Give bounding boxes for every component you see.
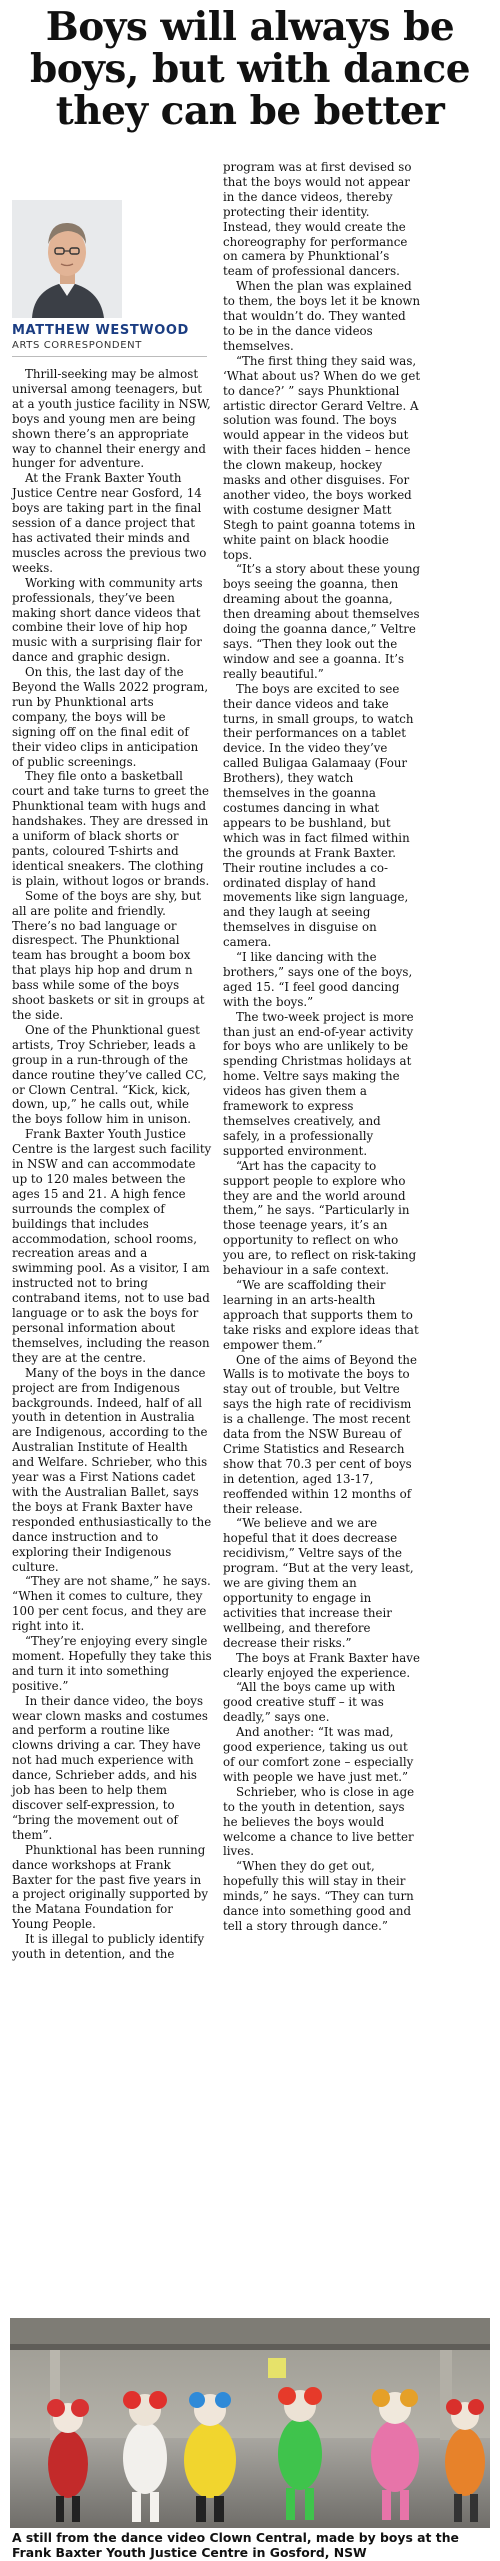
paragraph: When the plan was explained to them, the boys let it be known that wouldn’t do. They wanted to be in the dance videos themselves.: [223, 279, 421, 353]
paragraph: Schrieber, who is close in age to the youth in detention, says he believes the boys would welcome a chance to live better lives.: [223, 1784, 415, 1859]
paragraph: program was at first devised so that the boys would not appear in the dance videos, thereby protecting their identity. Instead, they would create the choreography for performance on camera by Phunktional’s team of professional dancers.: [223, 160, 412, 279]
clown-dancers-image: [10, 2318, 490, 2528]
article-photo: [10, 2318, 490, 2528]
author-portrait-image: [12, 200, 122, 318]
paragraph: “We believe and we are hopeful that it does decrease recidivism,” Veltre says of the program. “But at the very least, we are giving them an opportunity to engage in activities that increase their wellbeing, and therefore decrease their risks.”: [223, 1516, 414, 1650]
author-photo: [12, 200, 122, 318]
paragraph: “They are not shame,” he says. “When it comes to culture, they 100 per cent focus, and they are right into it.: [12, 1574, 211, 1634]
article-column-2: [223, 160, 421, 1934]
paragraph: “The first thing they said was, ‘What about us? When do we get to dance?’ ” says Phunktional artistic director Gerard Veltre. A solution was found. The boys would appear in the videos but with their faces hidden – hence the clown makeup, hockey masks and other disguises. For another video, the boys worked with costume designer Matt Stegh to paint goanna totems in white paint on black hoodie tops.: [223, 353, 421, 562]
paragraph: In their dance video, the boys wear clown masks and costumes and perform a routine like clowns driving a car. They have not had much experience with dance, Schrieber adds, and his job has been to help them discover self-expression, to “bring the movement out of them”.: [12, 1693, 208, 1842]
paragraph: One of the aims of Beyond the Walls is to motivate the boys to stay out of trouble, but Veltre says the high rate of recidivism is a challenge. The most recent data from the NSW Bureau of Crime Statistics and Research show that 70.3 per cent of boys in detention, aged 13-17, reoffended within 12 months of their release.: [223, 1352, 417, 1516]
paragraph: The two-week project is more than just an end-of-year activity for boys who are unlikely to be spending Christmas holidays at home. Veltre says making the videos has given them a framework to express themselves creatively, and safely, in a professionally supported environment.: [223, 1009, 414, 1158]
paragraph: Thrill-seeking may be almost universal among teenagers, but at a youth justice facility in NSW, boys and young men are being shown there’s an appropriate way to channel their energy and hunger for adventure.: [12, 367, 211, 471]
paragraph: “We are scaffolding their learning in an arts-health approach that supports them to take risks and explore ideas that empower them.”: [223, 1277, 419, 1352]
paragraph: Frank Baxter Youth Justice Centre is the largest such facility in NSW and can accommodate up to 120 males between the ages 15 and 21. A high fence surrounds the complex of buildings that includes accommodation, school rooms, recreation areas and a swimming pool. As a visitor, I am instructed not to bring contraband items, not to use bad language or to ask the boys for personal information about themselves, including the reason they are at the centre.: [12, 1127, 212, 1365]
paragraph: “It’s a story about these young boys seeing the goanna, then dreaming about the goanna, then dreaming about themselves doing the goanna dance,” Veltre says. “Then they look out the window and see a goanna. It’s really beautiful.”: [223, 562, 421, 681]
paragraph: “They’re enjoying every single moment. Hopefully they take this and turn it into something positive.”: [12, 1634, 212, 1693]
paragraph: One of the Phunktional guest artists, Troy Schrieber, leads a group in a run-through of the dance routine they’ve called CC, or Clown Central. “Kick, kick, down, up,” he calls out, while the boys follow him in unison.: [12, 1022, 207, 1127]
paragraph: It is illegal to publicly identify youth in detention, and the: [12, 1932, 205, 1962]
paragraph: Some of the boys are shy, but all are polite and friendly. There’s no bad language or disrespect. The Phunktional team has brought a boom box that plays hip hop and drum n bass while some of the boys shoot baskets or sit in groups at the side.: [12, 888, 205, 1022]
author-name: MATTHEW WESTWOOD: [12, 323, 189, 338]
paragraph: “When they do get out, hopefully this will stay in their minds,” he says. “They can turn dance into something good and tell a story through dance.”: [223, 1859, 414, 1933]
headline: Boys will always be boys, but with dance they can be better: [29, 4, 471, 134]
paragraph: “All the boys came up with good creative stuff – it was deadly,” says one.: [223, 1680, 396, 1725]
paragraph: Phunktional has been running dance workshops at Frank Baxter for the past five years in a project originally supported by the Matana Foundation for Young People.: [12, 1842, 208, 1932]
paragraph: Many of the boys in the dance project are from Indigenous backgrounds. Indeed, half of all youth in detention in Australia are Indigenous, according to the Australian Institute of Health and Welfare. Schrieber, who this year was a First Nations cadet with the Australian Ballet, says the boys at Frank Baxter have responded enthusiastically to the dance instruction and to exploring their Indigenous culture.: [12, 1365, 212, 1574]
photo-caption: A still from the dance video Clown Central, made by boys at the Frank Baxter Youth Justice Centre in Gosford, NSW: [12, 2530, 459, 2560]
paragraph: And another: “It was mad, good experience, taking us out of our comfort zone – especially with people we have just met.”: [223, 1725, 414, 1784]
byline-divider: [12, 356, 207, 357]
article-column-1: [12, 367, 212, 1962]
paragraph: “Art has the capacity to support people to explore who they are and the world around them,” he says. “Particularly in those teenage years, it’s an opportunity to reflect on who you are, to reflect on risk-taking behaviour in a safe context.: [223, 1158, 417, 1278]
paragraph: They file onto a basketball court and take turns to greet the Phunktional team with hugs and handshakes. They are dressed in a uniform of black shorts or pants, coloured T-shirts and identical sneakers. The clothing is plain, without logos or brands.: [12, 769, 210, 888]
paragraph: The boys at Frank Baxter have clearly enjoyed the experience.: [223, 1650, 420, 1680]
paragraph: Working with community arts professionals, they’ve been making short dance videos that combine their love of hip hop music with a surprising flair for dance and graphic design.: [12, 575, 203, 665]
paragraph: At the Frank Baxter Youth Justice Centre near Gosford, 14 boys are taking part in the final session of a dance project that has activated their minds and muscles across the previous two weeks.: [12, 471, 207, 575]
paragraph: On this, the last day of the Beyond the Walls 2022 program, run by Phunktional arts company, the boys will be signing off on the final edit of their video clips in anticipation of public screenings.: [12, 665, 209, 769]
paragraph: “I like dancing with the brothers,” says one of the boys, aged 15. “I feel good dancing with the boys.”: [223, 950, 413, 1009]
author-role: ARTS CORRESPONDENT: [12, 340, 142, 351]
paragraph: The boys are excited to see their dance videos and take turns, in small groups, to watch their performances on a tablet device. In the video they’ve called Buligaa Galamaay (Four Brothers), they watch themselves in the goanna costumes dancing in what appears to be bushland, but which was in fact filmed within the grounds at Frank Baxter. Their routine includes a co-ordinated display of hand movements like sign language, and they laugh at seeing themselves in disguise on camera.: [223, 681, 414, 950]
